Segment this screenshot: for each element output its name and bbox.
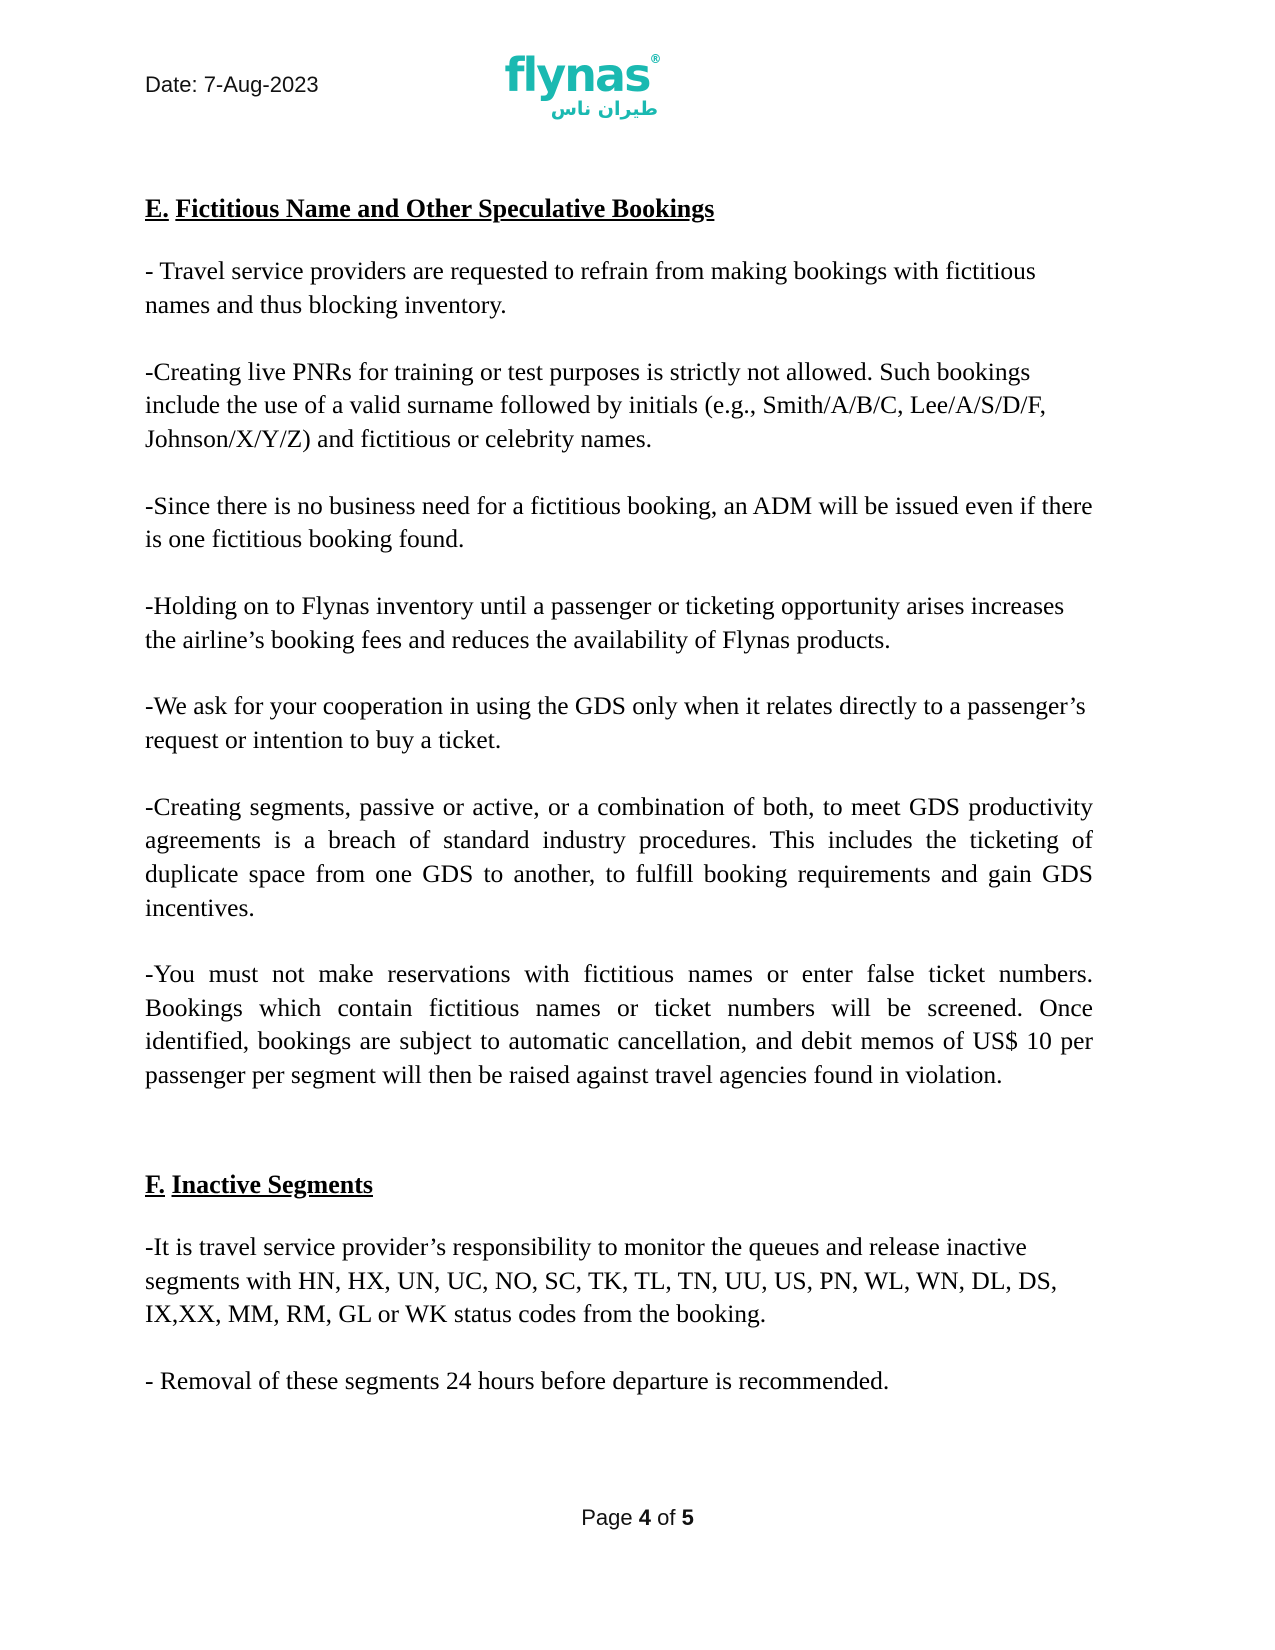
registered-trademark-icon: ® [649, 52, 662, 66]
section-heading-f [145, 1168, 1093, 1202]
flynas-logo-arabic: طيران ناس [550, 98, 658, 120]
page-footer [0, 1505, 1275, 1531]
paragraph: -You must not make reservations with fictitious names or enter false ticket numbers. Bookings which contain fictitious names or ticket numbers will be screened. Once identified, bookings are subject to automatic cancellation, and debit memos of US$ 10 per passenger per segment will then be raised against travel agencies found in violation. [145, 959, 1093, 1090]
paragraph: -Holding on to Flynas inventory until a passenger or ticketing opportunity arises increases the airline’s booking fees and reduces the availability of Flynas products. [145, 590, 1065, 654]
section-heading-e [145, 192, 1093, 226]
flynas-logo-wordmark [498, 48, 668, 102]
paragraph: - Travel service providers are requested to refrain from making bookings with fictitious names and thus blocking inventory. [145, 256, 1036, 319]
paragraph: -We ask for your cooperation in using the GDS only when it relates directly to a passenger’s request or intention to buy a ticket. [145, 691, 1086, 754]
document-date: Date: 7-Aug-2023 [145, 72, 319, 97]
paragraph: -Creating segments, passive or active, or a combination of both, to meet GDS productivity agreements is a breach of standard industry procedures. This includes the ticketing of duplicate space from one GDS to another, to fulfill booking requirements and gain GDS incentives. [145, 791, 1093, 922]
footer-total-pages: 5 [681, 1505, 694, 1530]
paragraph: - Removal of these segments 24 hours before departure is recommended. [145, 1366, 890, 1396]
section-fictitious-bookings [145, 192, 1093, 1092]
footer-page-number: 4 [638, 1505, 651, 1530]
paragraph: -Since there is no business need for a fictitious booking, an ADM will be issued even if there is one fictitious booking found. [145, 490, 1093, 554]
section-inactive-segments [145, 1168, 1093, 1398]
footer-page-word: Page [581, 1505, 633, 1530]
section-title: Inactive Segments [171, 1169, 373, 1199]
section-title: Fictitious Name and Other Speculative Bookings [175, 194, 715, 223]
section-letter: E. [145, 194, 169, 223]
footer-of-word: of [657, 1505, 676, 1530]
flynas-logo-text: flynas [504, 48, 650, 102]
flynas-logo [498, 48, 668, 120]
paragraph: -Creating live PNRs for training or test purposes is strictly not allowed. Such bookings include the use of a valid surname followed by initials (e.g., Smith/A/B/C, Lee/A/S/D/F, Johnson/X/Y/Z) and fictitious or celebrity names. [145, 356, 1046, 453]
paragraph: -It is travel service provider’s responsibility to monitor the queues and release inactive segments with HN, HX, UN, UC, NO, SC, TK, TL, TN, UU, US, PN, WL, WN, DL, DS, IX,XX, MM, RM, GL or WK status codes from the booking. [145, 1232, 1058, 1329]
document-body [145, 192, 1093, 1431]
section-letter: F. [145, 1169, 165, 1199]
